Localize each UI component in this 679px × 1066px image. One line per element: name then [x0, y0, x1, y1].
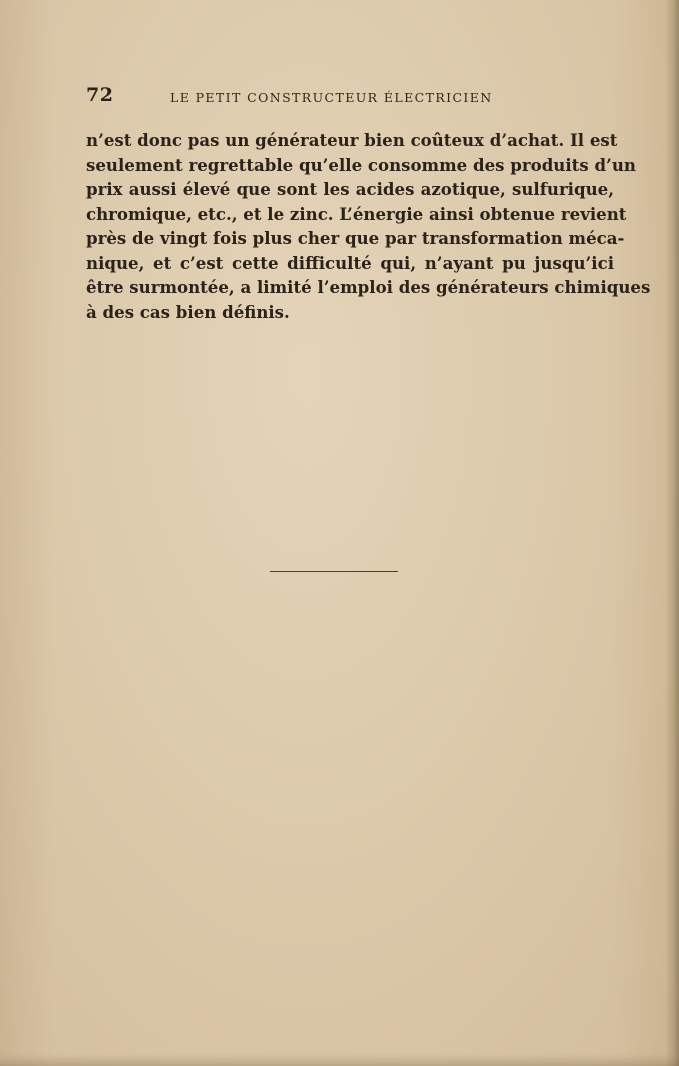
running-head	[86, 84, 616, 110]
section-end-rule	[270, 571, 398, 572]
text-line: n’est donc pas un générateur bien coûteux d’achat. Il est	[86, 130, 618, 150]
text-line: être surmontée, a limité l’emploi des générateurs chimiques	[86, 277, 651, 297]
book-title: LE PETIT CONSTRUCTEUR ÉLECTRICIEN	[170, 90, 493, 105]
body-paragraph	[86, 128, 651, 324]
text-line: chromique, etc., et le zinc. L’énergie ainsi obtenue revient	[86, 203, 627, 224]
text-line: près de vingt fois plus cher que par transformation méca-	[86, 228, 625, 248]
text-line: à des cas bien définis.	[86, 301, 290, 322]
page-number: 72	[86, 84, 114, 106]
text-line: nique, et c’est cette difficulté qui, n’ayant pu jusqu’ici	[86, 252, 614, 273]
text-line: seulement regrettable qu’elle consomme des produits d’un	[86, 154, 636, 175]
page-edge-bottom	[0, 1054, 679, 1066]
page-edge-right	[665, 0, 679, 1066]
text-line: prix aussi élevé que sont les acides azotique, sulfurique,	[86, 179, 614, 199]
